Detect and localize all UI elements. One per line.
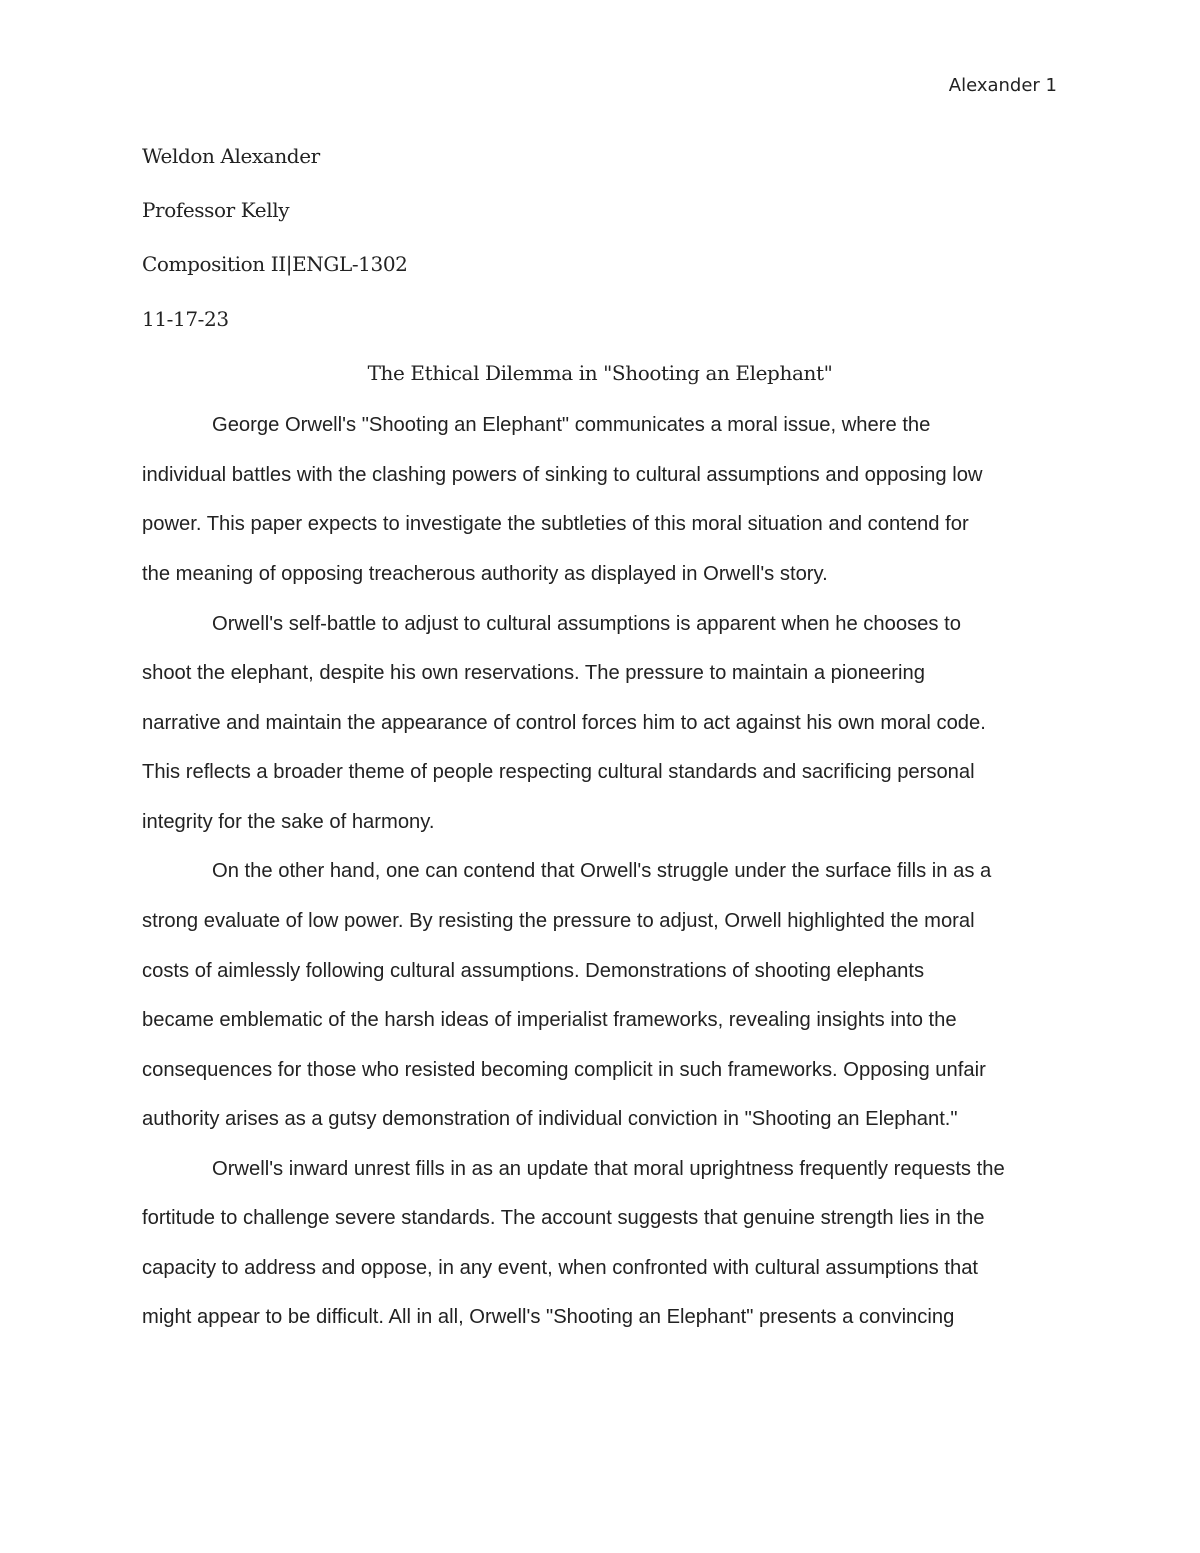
body-line: fortitude to challenge severe standards. The account suggests that genuine strength lies in the: [142, 1207, 985, 1229]
body-line: the meaning of opposing treacherous authority as displayed in Orwell's story.: [142, 563, 828, 585]
body-line: Orwell's self-battle to adjust to cultural assumptions is apparent when he chooses to: [212, 613, 961, 635]
body-line: Orwell's inward unrest fills in as an update that moral uprightness frequently requests the: [212, 1158, 1005, 1180]
body-line: On the other hand, one can contend that Orwell's struggle under the surface fills in as a: [212, 860, 992, 882]
body-line: George Orwell's "Shooting an Elephant" communicates a moral issue, where the: [212, 414, 931, 436]
professor-name: Professor Kelly: [142, 198, 290, 222]
body-line: became emblematic of the harsh ideas of imperialist frameworks, revealing insights into the: [142, 1009, 957, 1031]
essay-title: The Ethical Dilemma in "Shooting an Elephant": [367, 361, 833, 385]
body-line: This reflects a broader theme of people respecting cultural standards and sacrificing personal: [142, 761, 975, 783]
body-line: capacity to address and oppose, in any event, when confronted with cultural assumptions that: [142, 1257, 979, 1279]
body-line: costs of aimlessly following cultural assumptions. Demonstrations of shooting elephants: [142, 960, 925, 982]
course-name: Composition II|ENGL-1302: [142, 252, 408, 276]
essay-date: 11-17-23: [142, 307, 229, 331]
running-head: Alexander 1: [948, 75, 1057, 96]
body-line: strong evaluate of low power. By resisting the pressure to adjust, Orwell highlighted the moral: [142, 910, 975, 932]
student-name: Weldon Alexander: [142, 144, 320, 168]
body-line: consequences for those who resisted becoming complicit in such frameworks. Opposing unfair: [142, 1059, 986, 1081]
body-line: individual battles with the clashing powers of sinking to cultural assumptions and opposing low: [142, 464, 983, 486]
body-line: narrative and maintain the appearance of control forces him to act against his own moral code.: [142, 712, 986, 734]
body-line: shoot the elephant, despite his own reservations. The pressure to maintain a pioneering: [142, 662, 925, 684]
body-line: authority arises as a gutsy demonstration of individual conviction in "Shooting an Elephant.": [142, 1108, 958, 1130]
body-line: power. This paper expects to investigate the subtleties of this moral situation and contend for: [142, 513, 969, 535]
body-line: might appear to be difficult. All in all, Orwell's "Shooting an Elephant" presents a convincing: [142, 1306, 955, 1328]
body-line: integrity for the sake of harmony.: [142, 811, 435, 833]
